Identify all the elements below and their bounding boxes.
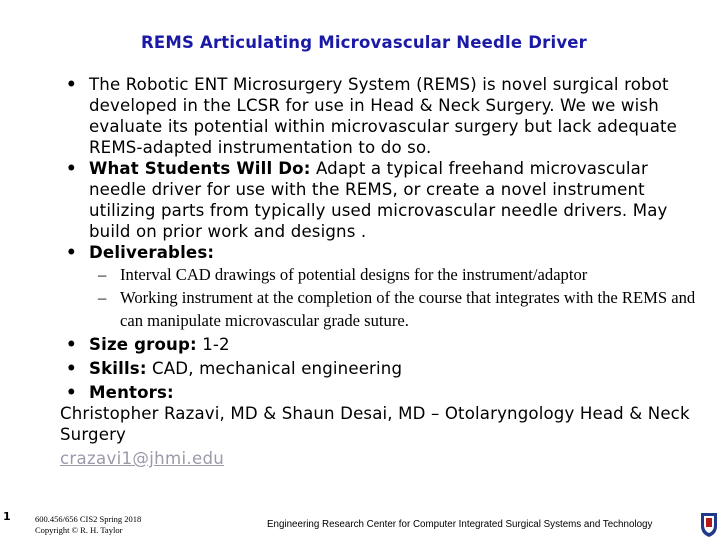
course-info xyxy=(35,514,141,536)
bullet-skills xyxy=(62,358,702,379)
deliverable-text: Interval CAD drawings of potential designs for the instrument/adaptor xyxy=(120,265,588,284)
jhu-shield-logo-icon xyxy=(700,512,718,538)
mentor-names: Christopher Razavi, MD & Shaun Desai, MD – Otolaryngology Head & Neck Surgery xyxy=(60,404,690,444)
skills-value: CAD, mechanical engineering xyxy=(146,359,403,378)
shield-emblem xyxy=(706,518,712,527)
mentor-email-link[interactable]: crazavi1@jhmi.edu xyxy=(60,449,225,468)
skills-label: Skills: xyxy=(89,359,147,378)
dash-marker: – xyxy=(98,288,107,307)
bullet-students xyxy=(62,158,702,242)
slide-number: 1 xyxy=(3,510,11,523)
students-text: Adapt a typical freehand microvascular needle driver for use with the REMS, or create a novel instrument utilizing parts from typically used microvascular needle drivers. May build on prior work and designs . xyxy=(89,159,668,241)
deliverable-item xyxy=(62,263,702,286)
dash-marker: – xyxy=(98,265,107,284)
bullet-mentors xyxy=(62,382,702,403)
size-label: Size group: xyxy=(89,335,197,354)
copyright-line: Copyright © R. H. Taylor xyxy=(35,525,123,535)
bullet-dot: • xyxy=(66,159,77,178)
deliverable-item xyxy=(62,286,702,332)
deliverables-label: Deliverables: xyxy=(89,243,215,262)
bullet-dot: • xyxy=(66,75,77,94)
mentors-label: Mentors: xyxy=(89,383,174,402)
intro-text: The Robotic ENT Microsurgery System (REMS) is novel surgical robot developed in the LCSR for use in Head & Neck Surgery. We we wish evaluate its potential within microvascular surgery but lack adequate REMS-adapted instrumentation to do so. xyxy=(89,75,678,157)
bullet-dot: • xyxy=(66,335,77,354)
bullet-intro xyxy=(62,74,702,158)
bullet-size xyxy=(62,334,702,355)
students-label: What Students Will Do: xyxy=(89,159,311,178)
deliverable-text: Working instrument at the completion of the course that integrates with the REMS and can manipulate microvascular grade suture. xyxy=(120,288,696,330)
bullet-deliverables xyxy=(62,242,702,263)
size-value: 1-2 xyxy=(196,335,230,354)
footer-center-text: Engineering Research Center for Computer Integrated Surgical Systems and Technology xyxy=(267,519,653,530)
course-line: 600.456/656 CIS2 Spring 2018 xyxy=(35,514,142,524)
slide-title: REMS Articulating Microvascular Needle Driver xyxy=(140,33,588,52)
bullet-dot: • xyxy=(66,359,77,378)
mentor-contact xyxy=(60,403,702,469)
bullet-dot: • xyxy=(66,243,77,262)
bullet-dot: • xyxy=(66,383,77,402)
slide-body xyxy=(62,74,702,469)
